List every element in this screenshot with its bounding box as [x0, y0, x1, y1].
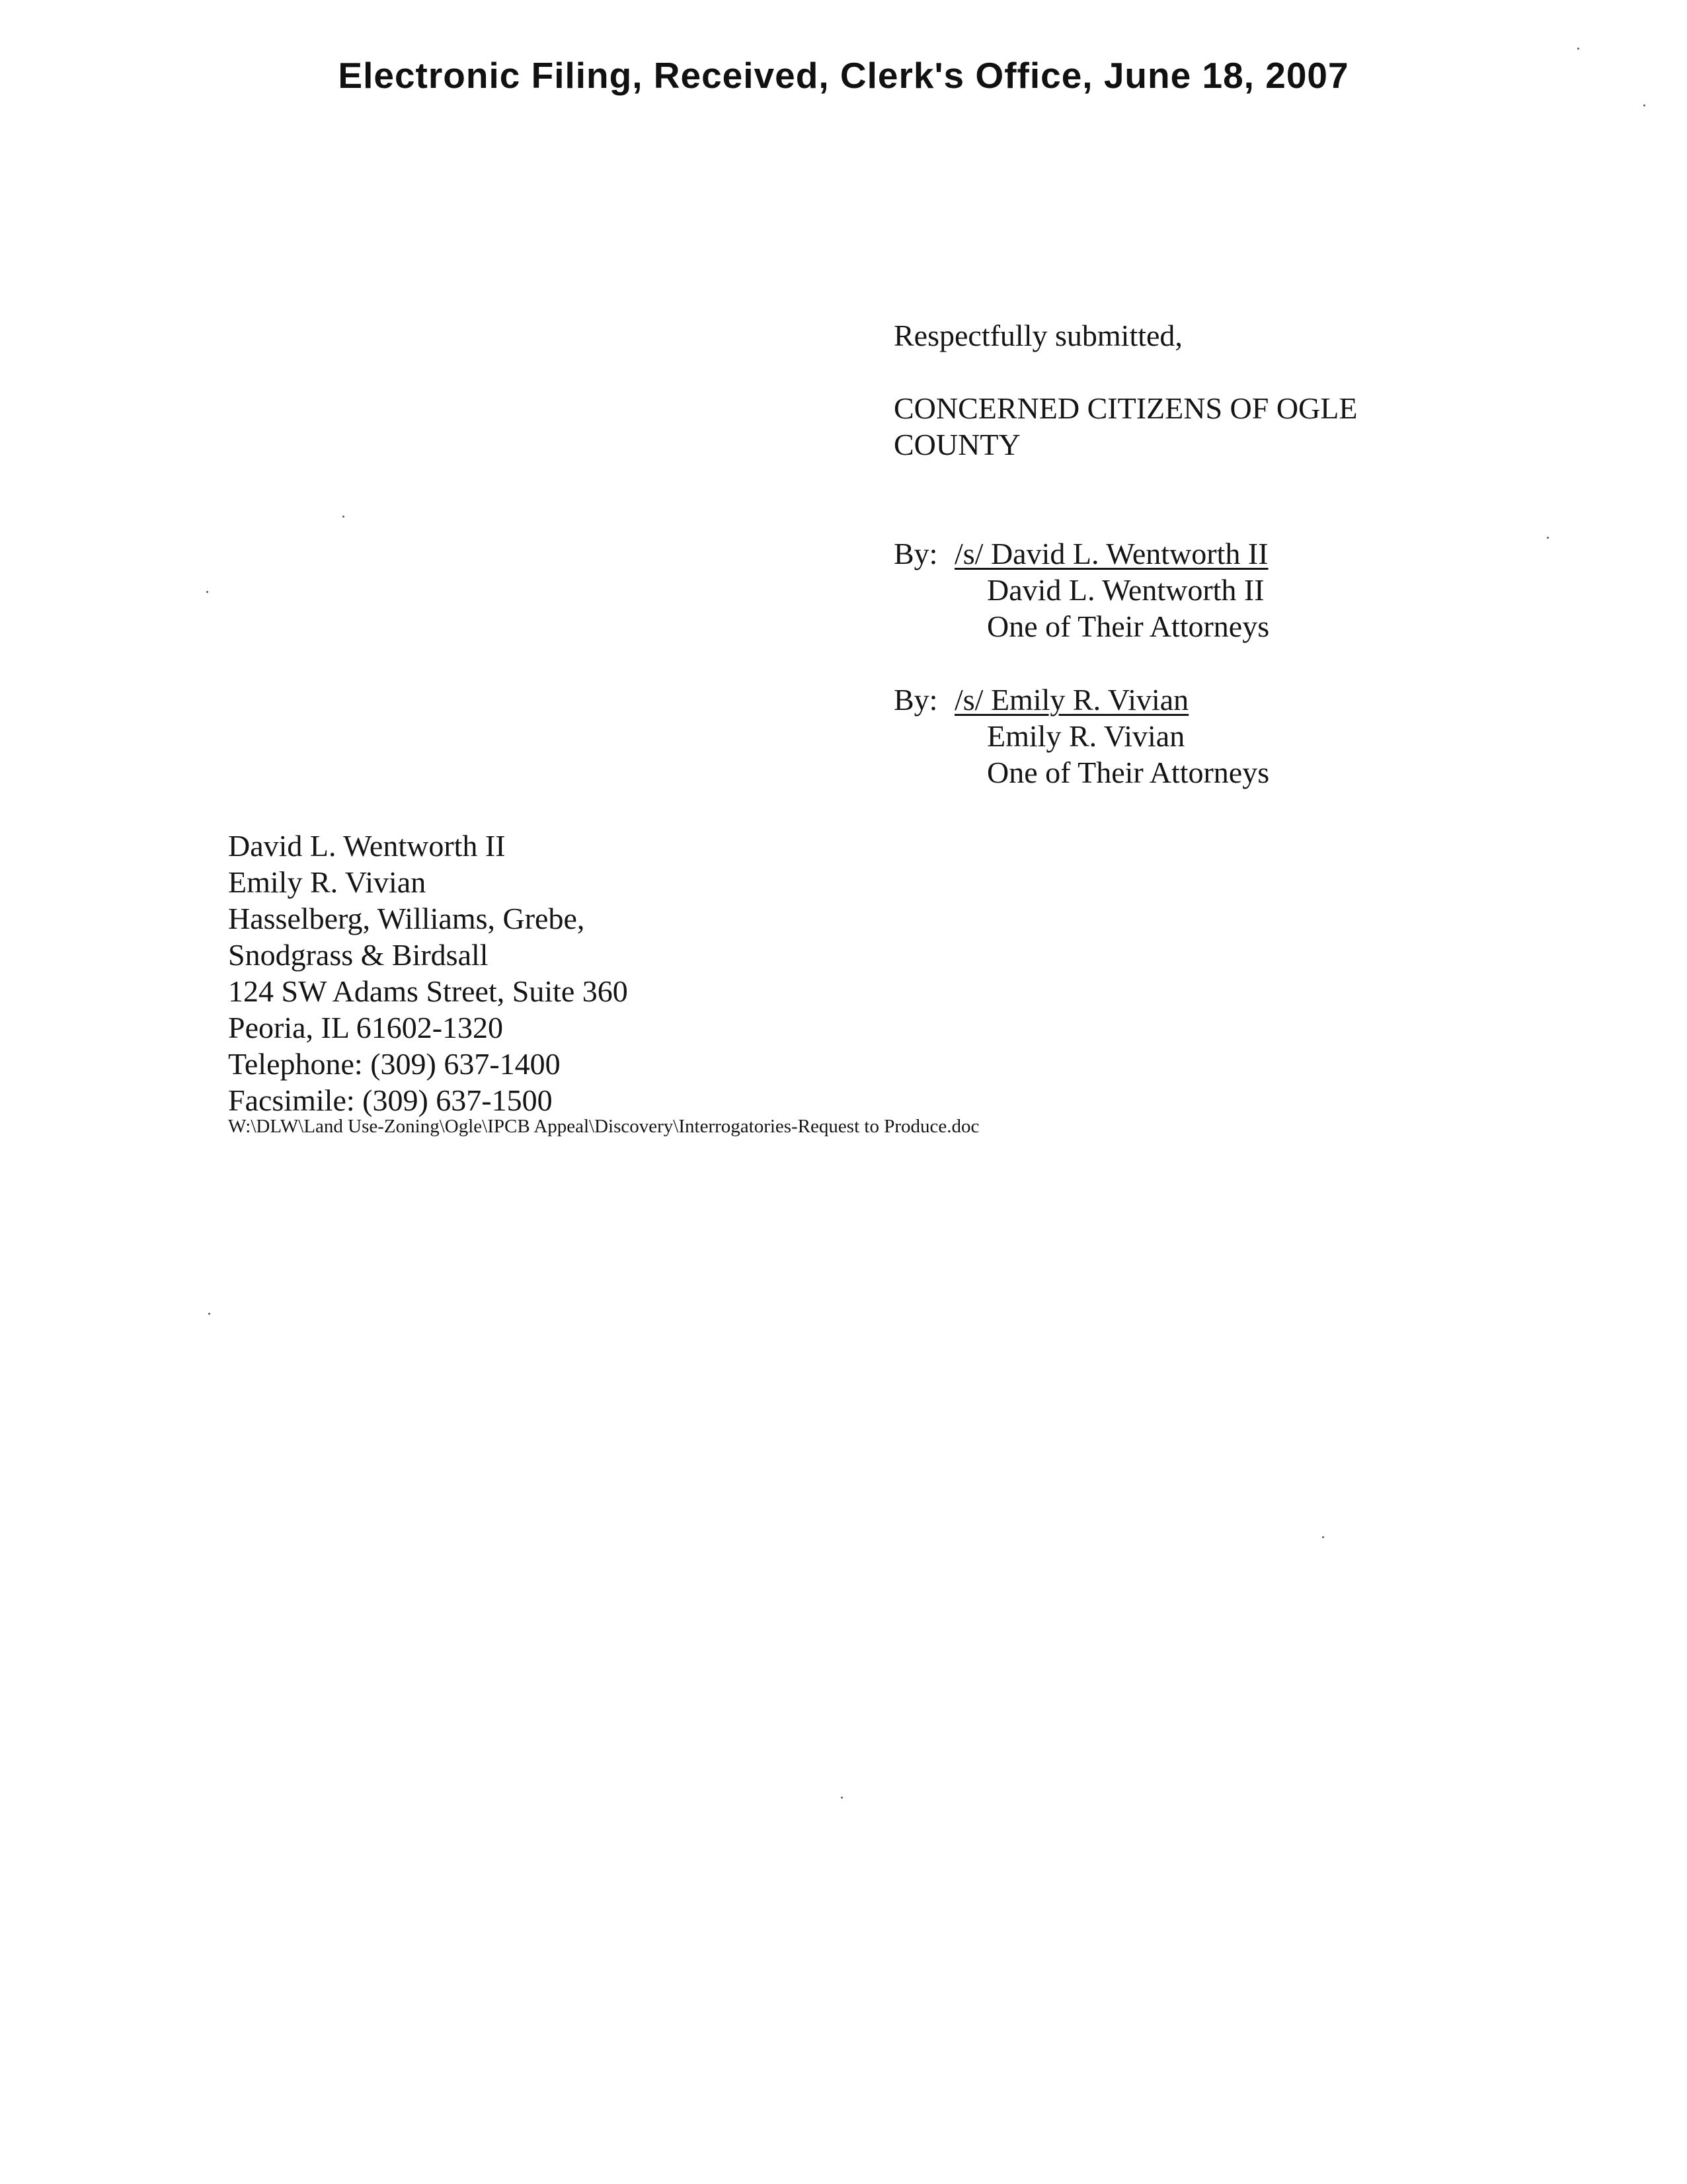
electronic-signature: /s/ Emily R. Vivian [955, 683, 1189, 717]
counsel-block [228, 828, 628, 1118]
by-label: By: [894, 537, 938, 570]
salutation: Respectfully submitted, [894, 319, 1183, 352]
scan-speck [1322, 1536, 1324, 1538]
street-address: 124 SW Adams Street, Suite 360 [228, 974, 628, 1008]
electronic-signature: /s/ David L. Wentworth II [955, 537, 1269, 570]
signature-row [894, 535, 1269, 572]
counsel-name: Emily R. Vivian [228, 865, 426, 899]
scan-speck [1577, 48, 1579, 50]
counsel-name: David L. Wentworth II [228, 829, 506, 863]
city-state-zip: Peoria, IL 61602-1320 [228, 1011, 504, 1044]
scan-speck [841, 1797, 843, 1799]
scan-speck [208, 1313, 210, 1315]
party-name-line1: CONCERNED CITIZENS OF OGLE [894, 391, 1358, 425]
party-name-line2: COUNTY [894, 428, 1021, 461]
scan-speck [1547, 537, 1549, 539]
document-file-path: W:\DLW\Land Use-Zoning\Ogle\IPCB Appeal\Discovery\Interrogatories-Request to Produce.doc [228, 1116, 980, 1137]
firm-name: Hasselberg, Williams, Grebe, [228, 902, 585, 935]
signer-name: David L. Wentworth II [987, 573, 1265, 607]
facsimile: Facsimile: (309) 637-1500 [228, 1083, 553, 1117]
filing-stamp: Electronic Filing, Received, Clerk's Office, June 18, 2007 [338, 55, 1349, 96]
signer-name: Emily R. Vivian [987, 719, 1185, 753]
scan-speck [206, 591, 208, 593]
signature-block-1 [894, 535, 1269, 644]
by-label: By: [894, 683, 938, 717]
signer-role: One of Their Attorneys [987, 609, 1270, 643]
telephone: Telephone: (309) 637-1400 [228, 1047, 561, 1081]
scan-speck [342, 516, 344, 518]
scan-speck [1643, 104, 1645, 106]
closing-block [894, 317, 1357, 463]
signature-block-2 [894, 682, 1269, 791]
signer-role: One of Their Attorneys [987, 756, 1270, 789]
firm-name: Snodgrass & Birdsall [228, 938, 489, 972]
signature-row [894, 682, 1269, 718]
